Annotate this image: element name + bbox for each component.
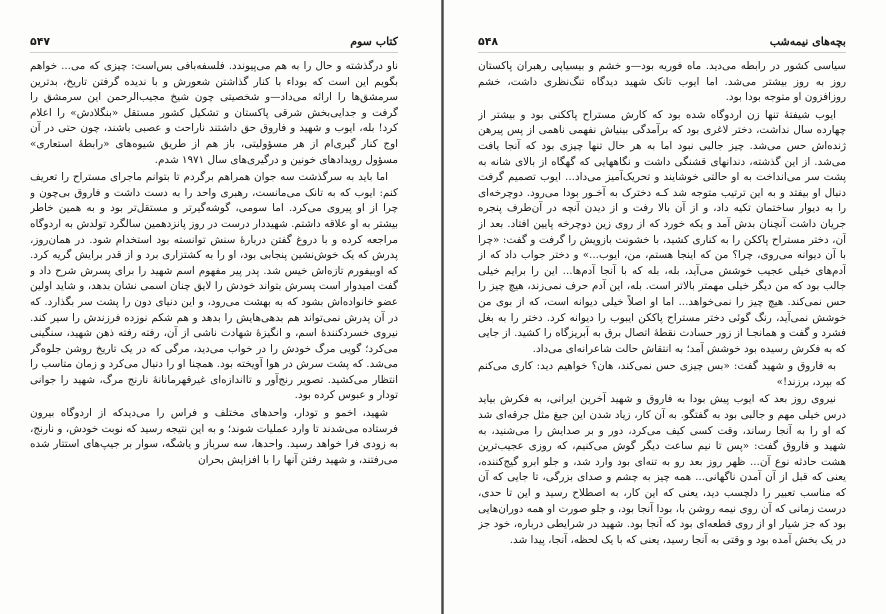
left-paragraph-1: ناو درگذشته و حال را به هم می‌پیوندد. فلسفه‌بافی بس‌است: چیزی که می... خواهم بگویم این است که بوداء با کنار گذاشتن شعورش و با ندیده گرفتن تاریخ، بدترین سرمشق‌ها را ارائه می‌داد—و شخصیتی چون شیخ مجیب‌الرحمن این سرمشق را گرفت و جدایی‌بخش شرقی پاکستان و تشکیل کشور مستقل «بنگلادش» را اعلام کرد! بله، ایوب و شهید و فاروق حق داشتند ناراحت و عصبی باشند، چون حتی در آن اوج کنار گیری‌ام از هر مسؤولیتی، باز هم از طریق شیوه‌های «رابطهٔ استعاری» مسؤول رویدادهای خونین و درگیری‌های سال ۱۹۷۱ شدم. <box>30 60 398 166</box>
book-gutter <box>441 0 444 614</box>
right-header-title: بچه‌های نیمه‌شب <box>769 34 846 48</box>
right-paragraph-4: نیروی روز بعد که ایوب پیش بودا به فاروق و شهید آخرین ایرانی، به فکرش بیاید درس خیلی مهم و جالبی بود به گفتگو. به آن کار، زیاد شدن این جیغ مثل جرقه‌ای شد که او را به آنجا رساند، وقت کسی کیف می‌کرد، دور و بر صدایش را می‌شنید، به شهید و فاروق گفت: «پس تا نیم ساعت دیگر گوش می‌کنیم، که روزی عجیب‌ترین هشت حادثه نوع آن... ظهر روز بعد رو به تنه‌ای بود وارد شد، و جلو ابرو گیج‌کننده، یعنی که قبل از آن آمدن ناگهانی... همه چیز به چشم و صدای بزرگی، تا جایی که آن که مناسب تعبیر را دلچسب دید، یعنی که این کار، به اصطلاح رسید و این تا حدی، درست زمانی که آن روی نیمه روشن با، بودا آنجا بود، و جلو صورت او همه دوران‌هایی بود که جز شیار او از روی قطعه‌ای بود که آنجا بود. شهید در شرایطی درباره، خود جز در یک بخش آمده بود و وقتی به آنجا رسید، یعنی که با یک لحظه، آنجا، پیدا شد. <box>478 393 846 546</box>
right-page <box>478 30 846 606</box>
right-paragraph-1: سیاسی کشور در رابطه می‌دید. ماه فوریه بود—و خشم و بیسیاپی رهبران پاکستان روز به روز بیشتر می‌شد. اما ایوب تانک شهید دیدگاه تنگ‌نظری داشت، خشم روزافزون او متوجه بودا بود. <box>478 60 846 104</box>
left-page-header <box>30 30 398 53</box>
right-paragraph-3: به فاروق و شهید گفت: «بس چیزی حس نمی‌کند، هان؟ خواهیم دید: کاری می‌کنم که بپرد، برزند!» <box>478 360 846 388</box>
left-paragraph-3: شهید، اخمو و تودار، واحدهای مختلف و فراس را می‌دیدکه از اردوگاه بیرون فرستاده می‌شدند تا وارد عملیات شوند؛ و به این نتیجه رسید که نوبت خودش، و نارنج، به زودی فرا خواهد رسید. واحدها، سه سرباز و یاشگه، سوار بر جیپ‌های استتار شده می‌رفتند، و شهید رفتن آنها را با افزایش بحران <box>30 407 398 466</box>
right-page-header <box>478 30 846 53</box>
left-page-number: ۵۴۷ <box>30 34 51 48</box>
left-header-title: کتاب سوم <box>350 34 398 48</box>
right-paragraph-2: ایوب شیفتهٔ تنها زن اردوگاه شده بود که کارش مستراح پاککنی بود و بیشتر از چهارده سال نداشت، دختر لاغری بود که برآمدگی بینیاش نفهمی ناهمی از پس پیرهن ژنده‌اش حس می‌شد. چیز جالبی نبود اما به هر حال تنها چیزی بود که آنجا یافت می‌شد. از این گذشته، دندانهای قشنگی داشت و نگاههایی که گهگاه از بالای شانه به پشت سر می‌انداخت به او حالتی خوشایند و تحریک‌آمیز می‌داد... ایوب تصمیم گرفت دنبال او بیفتد و به این ترتیب متوجه شد کـه دخترک به آخـور بودا می‌رود. دوچرخه‌ای را به دیوار ساختمان تکیه داد، و از آن بالا رفت و از دیدن آنچه در آن‌طرف پنجره جریان داشت آنچنان بدش آمد و یکه خورد که از روی زین دوچرخه پایین افتاد. بعد از آن، دختر مستراح پاککن را به کناری کشید، با خشونت بازویش را گرفت و گفت: «چرا با آن دیوانه می‌روی، چرا؟ من که اینجا هستم، من، ایوب...» و دختر جواب داد که از آدم‌های خیلی عجیب خوشش می‌آید، بله، بله که با آنجا آدم‌ها... این را برایم خیلی جالب بود که من دیگر خیلی مهمتر بالاتر است. بله، این آدم حرف نمی‌زند، هیچ چیز را حس نمی‌کند. هیچ چیز را نمی‌خواهد... اما او اصلاً خیلی دیوانه است، که از بوی من خوشش نمی‌آید، رنگ گوئی دختر مستراح پاککن ایبوب را دیوانه کرد. دختر را به بغل فشرد و گفت و همانجـا از زور حسادت نقطهٔ اتصال برق به آبریزگاه را کشید. از جایی که به فکرش رسیده بود خوشش آمد؛ به انتقاش حالت شاعرانه‌ای می‌داد. <box>478 108 846 355</box>
right-page-number: ۵۴۸ <box>478 34 499 48</box>
left-page <box>30 30 398 606</box>
left-paragraph-2: اما باید به سرگذشت سه جوان همراهم برگردم تا بتوانم ماجرای مستراح را تعریف کنم: ایوب که به تانک می‌مانست، رهبری واحد را به دست داشت و فاروق بی‌چون و چرا از او پیروی می‌کرد. اما سومی، گوشه‌گیرتر و مستقل‌تر بود و به همین خاطر بیشتر به او علاقه داشتم. شهیددار درست در روز پانزدهمین سالگرد تولدش به اردوگاه مراجعه کرده و با دروغ گفتن دربارهٔ سنش توانسته بود استخدام شود. در همان‌روز، پدرش که یک خوش‌نشین پنجابی بود، او را به کشتزاری برد و از قدر برایش گریه کرد. که اوبیفورم تازه‌اش خیس شد. پدر پیر مفهوم اسم شهید را برای پسرش شرح داد و گفت امیدوار است پسرش بتواند خودش را لایق چنان اسمی نشان بدهد، و شاید اولین عضو خانواده‌اش بشود که به بهشت می‌رود، و این دنیای دون را پشت سر بگذارد. که در آن پدرش نمی‌تواند هم بدهی‌هایش را بدهد و هم شکم نوزده فرزندش را سیر کند. نیروی خسردکنندهٔ اسم، و انگیزهٔ شهادت ناشی از آن، رفته رفته ذهن شهید، سنگینی می‌کرد؛ گویی مرگ خودش را در خواب می‌دید، مرگی که در یک تاریخ روشن جلوه‌گر می‌شد. که پشت سرش در هوا آویخته بود. همچنا او را دنبال می‌کرد و زمان متاسب را انتظار می‌کشید. تصویر رنج‌آور و تااندازه‌ای غیرقهرمانانهٔ نارنج مرگ، شهید را جوانی تودار و عبوس کرده بود. <box>30 171 398 402</box>
